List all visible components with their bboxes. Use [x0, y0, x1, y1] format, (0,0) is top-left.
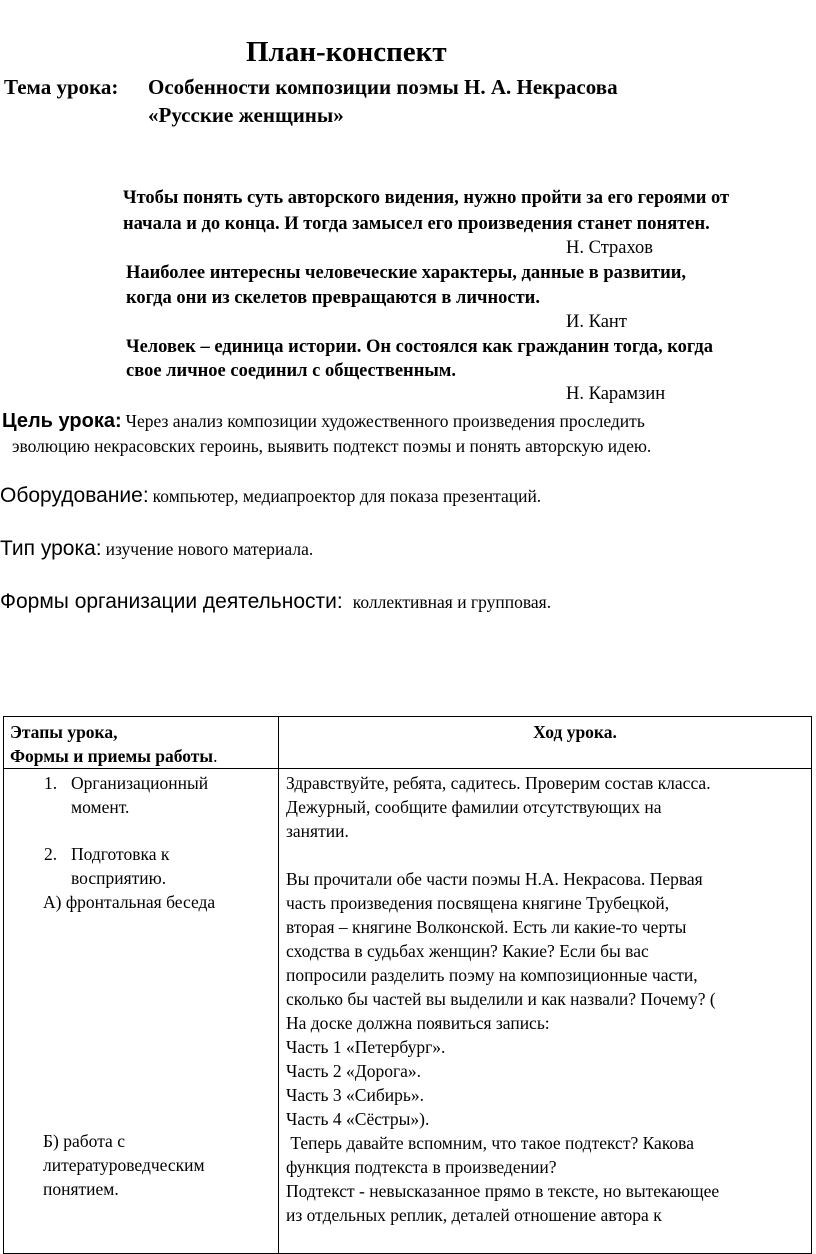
activity-forms-row — [0, 590, 551, 614]
header-stages-line-1: Этапы урока, — [10, 722, 118, 742]
activity-forms-label: Формы организации деятельности: — [0, 590, 343, 613]
progress-line: Вы прочитали обе части поэмы Н.А. Некрасова. Первая — [286, 869, 703, 889]
stage-1-line-1: Организационный — [71, 773, 209, 793]
epigraph-3-line-2: свое личное соединил с общественным. — [126, 361, 457, 381]
stage-1-number: 1. — [44, 773, 58, 793]
epigraph-1-line-1: Чтобы понять суть авторского видения, нужно пройти за его героями от — [123, 188, 730, 208]
header-stages-text: Формы и приемы работы — [10, 746, 214, 766]
topic-line-1: Особенности композиции поэмы Н. А. Некрасова — [148, 75, 618, 99]
progress-line: Подтекст - невысказанное прямо в тексте, но вытекающее — [286, 1181, 720, 1201]
progress-line: Часть 4 «Сёстры»). — [286, 1109, 430, 1129]
epigraph-2-line-1: Наиболее интересны человеческие характеры, данные в развитии, — [126, 263, 687, 283]
progress-line: часть произведения посвящена княгине Трубецкой, — [286, 893, 670, 913]
stage-2a: А) фронтальная беседа — [43, 892, 216, 912]
epigraph-3-author: Н. Карамзин — [566, 384, 666, 404]
progress-text — [286, 771, 811, 1227]
progress-line — [286, 843, 811, 867]
progress-line: сколько бы частей вы выделили и как назвали? Почему? ( — [286, 989, 716, 1009]
goal-row — [2, 410, 645, 433]
progress-line: вторая – княгине Волконской. Есть ли какие-то черты — [286, 917, 687, 937]
progress-line: занятии. — [286, 821, 349, 841]
page-title: План-конспект — [246, 36, 447, 68]
goal-label: Цель урока: — [2, 410, 122, 432]
stage-2-number: 2. — [44, 844, 58, 864]
epigraph-1-line-2: начала и до конца. И тогда замысел его произведения станет понятен. — [123, 214, 710, 234]
progress-line: функция подтекста в произведении? — [286, 1157, 557, 1177]
table-header-row — [4, 717, 812, 769]
progress-line: Дежурный, сообщите фамилии отсутствующих на — [286, 797, 662, 817]
equipment-label: Оборудование: — [0, 484, 149, 507]
progress-line: Теперь давайте вспомним, что такое подтекст? Какова — [286, 1133, 694, 1153]
progress-line: попросили разделить поэму на композиционные части, — [286, 965, 698, 985]
progress-line: Здравствуйте, ребята, садитесь. Проверим состав класса. — [286, 773, 711, 793]
stage-1-line-2: момент. — [71, 797, 130, 817]
progress-line: Часть 2 «Дорога». — [286, 1061, 422, 1081]
progress-line: из отдельных реплик, деталей отношение автора к — [286, 1205, 662, 1225]
header-stages-cell — [4, 717, 279, 769]
stage-2-line-2: восприятию. — [71, 868, 167, 888]
progress-line: Часть 1 «Петербург». — [286, 1037, 446, 1057]
progress-line: На доске должна появиться запись: — [286, 1013, 550, 1033]
progress-line: Часть 3 «Сибирь». — [286, 1085, 424, 1105]
lesson-type-label: Тип урока: — [0, 537, 102, 560]
goal-text-2: эволюцию некрасовских героинь, выявить подтекст поэмы и понять авторскую идею. — [12, 436, 652, 456]
activity-forms-value: коллективная и групповая. — [352, 592, 552, 612]
stages-cell — [4, 769, 279, 1254]
progress-cell — [279, 769, 812, 1254]
epigraph-2-author: И. Кант — [566, 312, 627, 332]
topic-label: Тема урока: — [4, 75, 119, 99]
progress-line: сходства в судьбах женщин? Какие? Если бы вас — [286, 941, 649, 961]
equipment-row — [0, 484, 541, 508]
stage-2-line-1: Подготовка к — [71, 844, 170, 864]
epigraph-2-line-2: когда они из скелетов превращаются в личности. — [126, 288, 540, 308]
header-stages-line-2 — [10, 744, 278, 768]
lesson-type-value: изучение нового материала. — [105, 539, 314, 559]
stage-2b-line-2: литературоведческим — [43, 1155, 205, 1175]
lesson-table — [3, 716, 812, 1254]
epigraph-3-line-1: Человек – единица истории. Он состоялся как гражданин тогда, когда — [126, 337, 713, 357]
stage-2b-line-3: понятием. — [43, 1179, 119, 1199]
stage-2b-line-1: Б) работа с — [43, 1131, 125, 1151]
goal-text-1: Через анализ композиции художественного произведения проследить — [125, 411, 645, 431]
table-row — [4, 769, 812, 1254]
header-stages-suffix: . — [213, 746, 218, 766]
header-progress: Ход урока. — [533, 722, 617, 742]
lesson-type-row — [0, 537, 313, 561]
equipment-value: компьютер, медиапроектор для показа презентаций. — [152, 486, 542, 506]
epigraph-1-author: Н. Страхов — [566, 238, 654, 258]
header-progress-cell — [279, 717, 812, 769]
topic-line-2: «Русские женщины» — [148, 103, 344, 127]
